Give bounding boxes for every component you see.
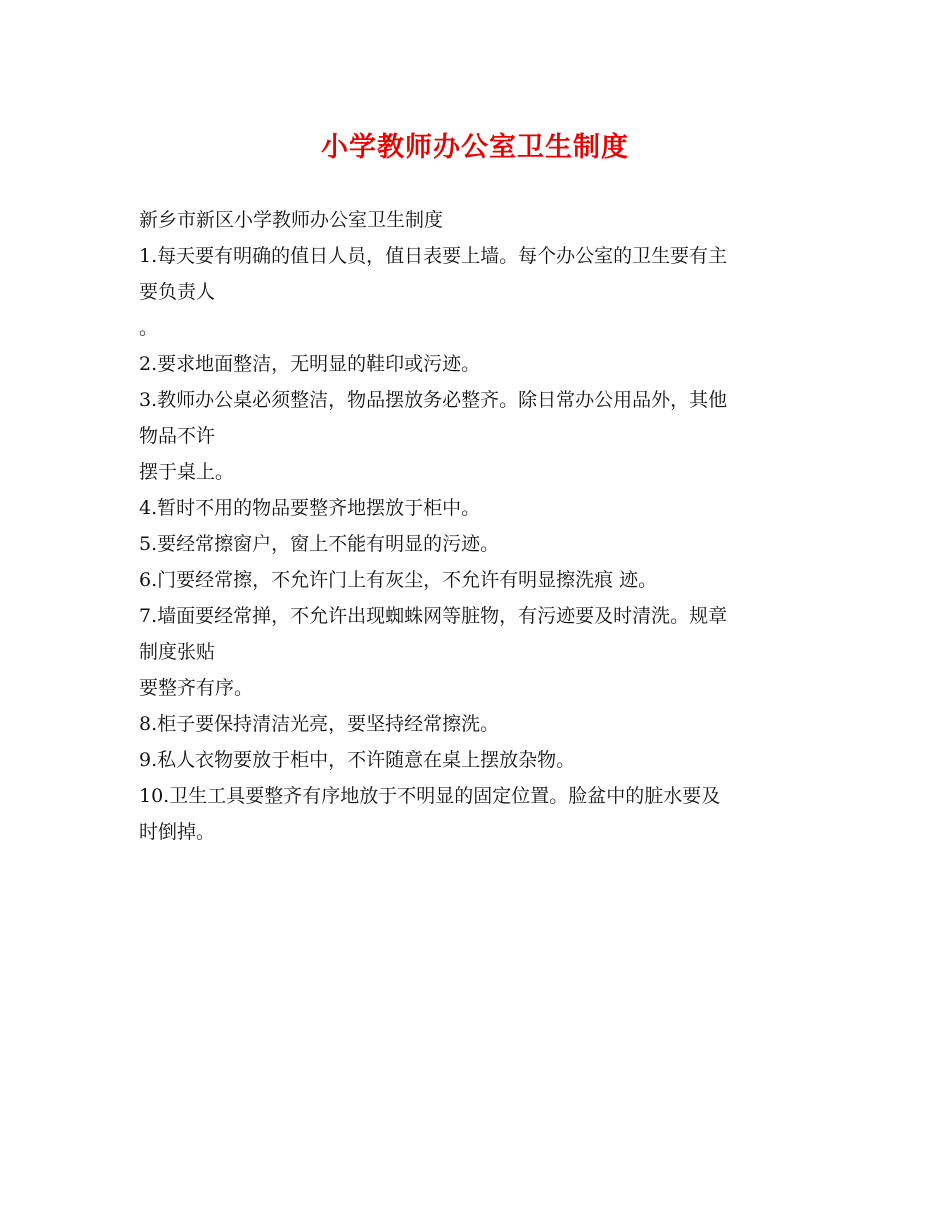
body-line: 8.柜子要保持清洁光亮，要坚持经常擦洗。 bbox=[139, 713, 500, 735]
body-line: 9.私人衣物要放于柜中，不许随意在桌上摆放杂物。 bbox=[139, 749, 576, 771]
body-line: 3.教师办公桌必须整洁，物品摆放务必整齐。除日常办公用品外，其他 bbox=[139, 389, 728, 411]
body-line: 2.要求地面整洁，无明显的鞋印或污迹。 bbox=[139, 353, 481, 375]
body-line: 要整齐有序。 bbox=[139, 677, 254, 699]
body-line: 4.暂时不用的物品要整齐地摆放于柜中。 bbox=[139, 497, 481, 519]
body-line: 。 bbox=[139, 317, 159, 339]
body-line: 6.门要经常擦，不允许门上有灰尘，不允许有明显擦洗痕 迹。 bbox=[139, 569, 658, 591]
body-line: 5.要经常擦窗户，窗上不能有明显的污迹。 bbox=[139, 533, 500, 555]
body-line: 7.墙面要经常掸，不允许出现蜘蛛网等脏物，有污迹要及时清洗。规章 bbox=[139, 605, 728, 627]
document-body bbox=[139, 202, 819, 850]
body-line: 时倒掉。 bbox=[139, 821, 216, 843]
body-line: 10.卫生工具要整齐有序地放于不明显的固定位置。脸盆中的脏水要及 bbox=[139, 785, 721, 807]
body-line: 要负责人 bbox=[139, 281, 216, 303]
document-title: 小学教师办公室卫生制度 bbox=[321, 132, 629, 163]
body-line: 物品不许 bbox=[139, 425, 216, 447]
body-line: 新乡市新区小学教师办公室卫生制度 bbox=[139, 209, 444, 231]
body-line: 制度张贴 bbox=[139, 641, 216, 663]
body-line: 1.每天要有明确的值日人员，值日表要上墙。每个办公室的卫生要有主 bbox=[139, 245, 728, 267]
body-line: 摆于桌上。 bbox=[139, 461, 235, 483]
